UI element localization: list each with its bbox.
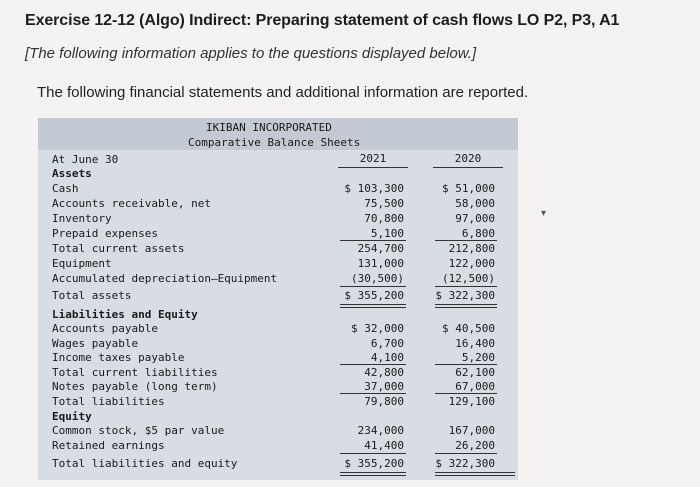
value-2021: 4,100 [370,351,404,364]
table-row [38,438,518,453]
table-row [38,336,518,351]
intro-text: The following financial statements and additional information are reported. [37,84,529,101]
value-2020: $ 51,000 [442,182,495,195]
value-2020: 58,000 [455,197,495,210]
value-2021: $ 355,200 [344,457,404,470]
table-row [38,241,518,256]
row-label: Inventory [52,212,112,225]
sheet-subtitle: Comparative Balance Sheets [188,136,361,149]
value-2021: 131,000 [357,257,404,270]
row-label: Total current assets [52,242,185,255]
instruction-note: [The following information applies to the questions displayed below.] [25,45,477,62]
table-row [38,211,518,226]
table-row [38,321,518,336]
value-2021: 5,100 [370,227,404,240]
table-row [38,166,518,181]
subtotal-rule [435,286,497,287]
value-2020: $ 322,300 [435,457,495,470]
row-label: Accounts payable [52,322,158,335]
value-2021: 6,700 [370,337,404,350]
value-2020: 129,100 [448,395,495,408]
value-2020: 16,400 [455,337,495,350]
value-2020: $ 322,300 [435,289,495,302]
table-row [38,350,518,365]
row-label: Prepaid expenses [52,227,158,240]
row-label: Total liabilities [52,395,165,408]
table-row [38,379,518,394]
value-2020: (12,500) [442,272,495,285]
row-label: Wages payable [52,337,139,350]
value-2020: 6,800 [461,227,495,240]
value-2021: 75,500 [364,197,404,210]
row-label: Assets [52,167,92,180]
company-name: IKIBAN INCORPORATED [206,121,332,134]
value-2020: 5,200 [461,351,495,364]
value-2021: (30,500) [351,272,404,285]
subtotal-rule [340,453,406,454]
table-row [38,196,518,211]
row-label: Total assets [52,289,132,302]
subtotal-rule [340,286,406,287]
subtotal-rule [435,453,497,454]
row-label: Common stock, $5 par value [52,424,225,437]
table-row [38,288,518,303]
table-row [38,423,518,438]
value-2020: 26,200 [455,439,495,452]
value-2021: 42,800 [364,366,404,379]
value-2020: 62,100 [455,366,495,379]
date-label: At June 30 [52,153,119,166]
table-row [38,181,518,196]
row-label: Accumulated depreciation—Equipment [52,272,278,285]
value-2020: $ 40,500 [442,322,495,335]
value-2021: $ 32,000 [351,322,404,335]
table-row [38,226,518,241]
value-2021: 37,000 [364,380,404,393]
row-label: Total liabilities and equity [52,457,238,470]
row-label: Equity [52,410,92,423]
value-2020: 212,800 [448,242,495,255]
row-label: Accounts receivable, net [52,197,211,210]
value-2020: 97,000 [455,212,495,225]
table-row [38,456,518,471]
row-label: Cash [52,182,79,195]
column-header-2021: 2021 [338,151,408,168]
row-label: Notes payable (long term) [52,380,218,393]
table-row [38,307,518,322]
row-label: Income taxes payable [52,351,185,364]
row-label: Equipment [52,257,112,270]
total-double-rule [435,472,515,476]
table-row [38,256,518,271]
value-2021: 254,700 [357,242,404,255]
table-row [38,271,518,286]
row-label: Total current liabilities [52,366,218,379]
row-label: Liabilities and Equity [52,308,198,321]
value-2020: 67,000 [455,380,495,393]
table-row [38,409,518,424]
balance-sheet-table [38,118,518,480]
column-header-2020: 2020 [433,151,503,168]
row-label: Retained earnings [52,439,165,452]
table-row [38,365,518,380]
value-2021: 79,800 [364,395,404,408]
value-2021: 234,000 [357,424,404,437]
value-2021: 70,800 [364,212,404,225]
total-double-rule [340,472,406,476]
value-2020: 122,000 [448,257,495,270]
value-2021: $ 355,200 [344,289,404,302]
table-row [38,394,518,409]
value-2020: 167,000 [448,424,495,437]
exercise-title: Exercise 12-12 (Algo) Indirect: Preparing statement of cash flows LO P2, P3, A1 [25,12,620,29]
value-2021: $ 103,300 [344,182,404,195]
mouse-cursor-icon: ▾ [541,208,547,219]
value-2021: 41,400 [364,439,404,452]
